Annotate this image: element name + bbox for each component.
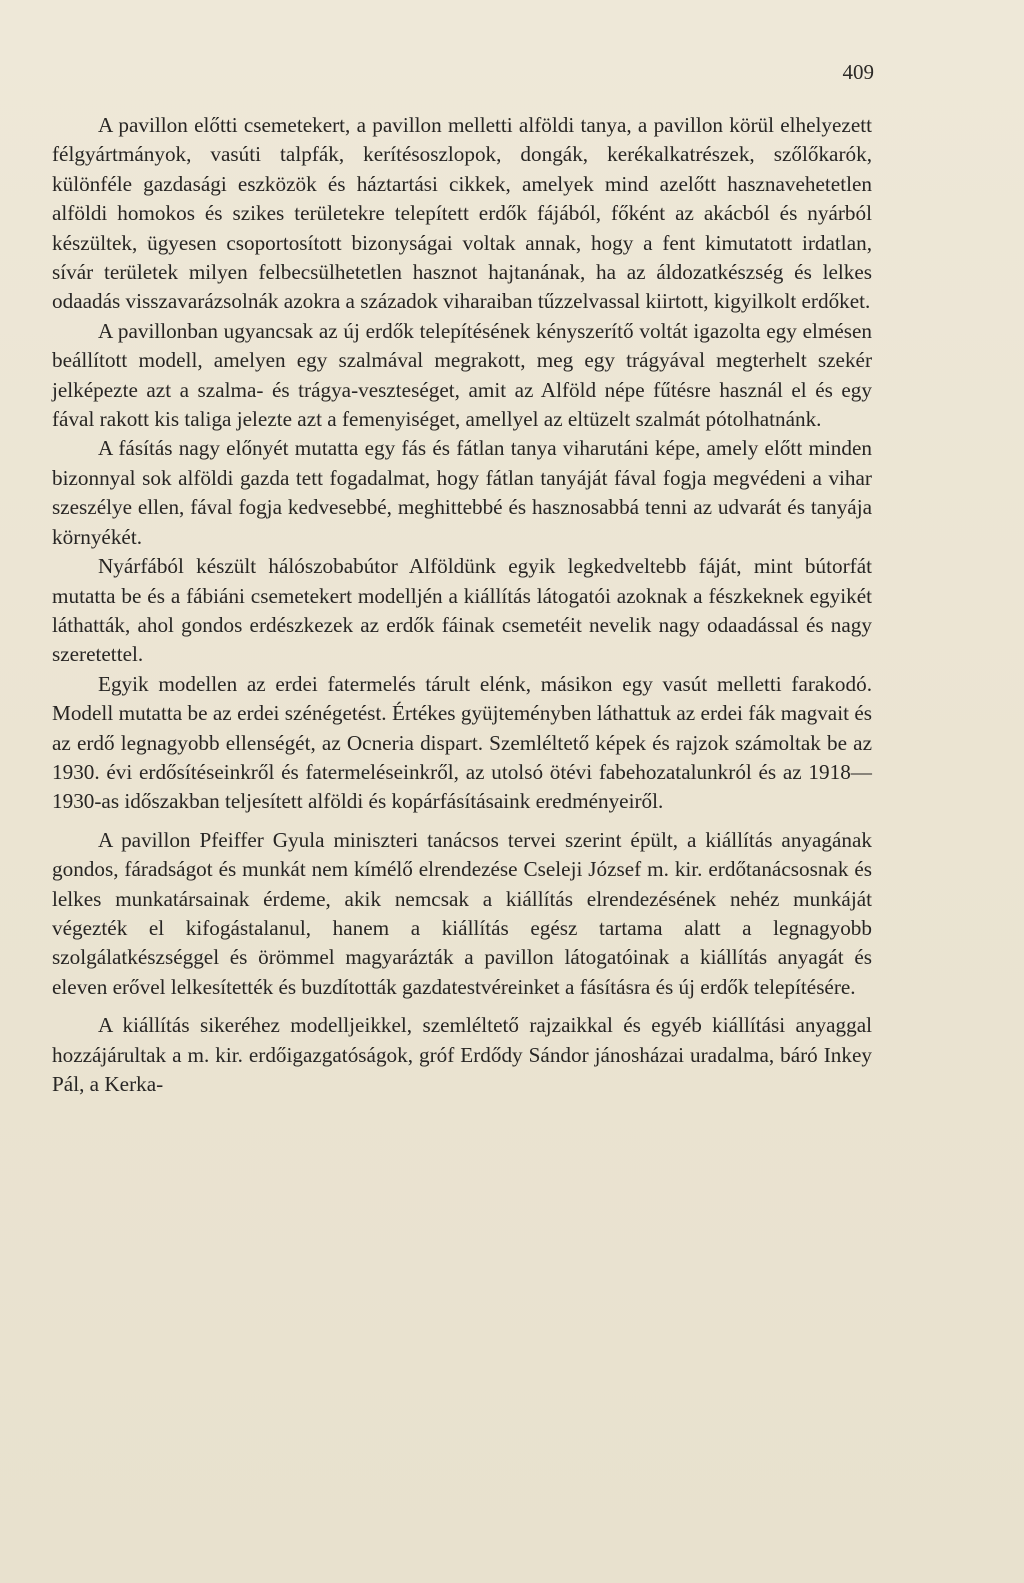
page-number: 409	[842, 60, 874, 84]
paragraph-3: A fásítás nagy előnyét mutatta egy fás és fátlan tanya viharutáni képe, amely előtt minden bizonnyal sok alföldi gazda tett fogadalmat, hogy fátlan tanyáját fával fogja megvédeni a vihar szeszélye ellen, fával fogja kedvesebbé, meghittebbé és hasznosabbá tenni az udvarát és tanyája környékét.	[52, 436, 872, 549]
paragraph-2: A pavillonban ugyancsak az új erdők telepítésének kényszerítő voltát igazolta egy elmésen beállított modell, amelyen egy szalmával megrakott, meg egy trágyával megterhelt szekér jelképezte azt a szalma- és trágya-veszteséget, amit az Alföld népe fűtésre használ el és egy fával rakott kis taliga jelezte azt a femenyiséget, amellyel az eltüzelt szalmát pótolhatnánk.	[52, 318, 872, 432]
body-text	[52, 111, 872, 1099]
paragraph-4: Nyárfából készült hálószobabútor Alföldünk egyik legkedveltebb fáját, mint bútorfát mutatta be és a fábiáni csemetekert modelljén a kiállítás látogatói azoknak a fészkeknek egyikét láthatták, ahol gondos erdészkezek az erdők fáinak csemetéit nevelik nagy odaadással és nagy szeretettel.	[52, 554, 872, 667]
paragraph-5: Egyik modellen az erdei fatermelés tárult elénk, másikon egy vasút melletti farakodó. Modell mutatta be az erdei szénégetést. Értékes gyüjteményben láthattuk az erdei fák magvait és az erdő legnagyobb ellenségét, az Ocneria dispart. Szemléltető képek és rajzok számoltak be az 1930. évi erdősítéseinkről és fatermeléseinkről, az utolsó ötévi fabehozatalunkról és az 1918—1930-as időszakban teljesített alföldi és kopárfásításaink eredményeiről.	[52, 671, 872, 814]
paragraph-7: A kiállítás sikeréhez modelljeikkel, szemléltető rajzaikkal és egyéb kiállítási anyaggal hozzájárultak a m. kir. erdőigazgatóságok, gróf Erdődy Sándor jánosházai uradalma, báró Inkey Pál, a Kerka-	[52, 1013, 872, 1096]
paragraph-6: A pavillon Pfeiffer Gyula miniszteri tanácsos tervei szerint épült, a kiállítás anyagának gondos, fáradságot és munkát nem kímélő elrendezése Cseleji József m. kir. erdőtanácsosnak és lelkes munkatársainak érdeme, akik nemcsak a kiállítás elrendezésének nehéz munkáját végezték el kifogástalanul, hanem a kiállítás egész tartama alatt a legnagyobb szolgálatkészséggel és örömmel magyarázták a pavillon látogatóinak a kiállítás anyagát és eleven erővel lelkesítették és buzdították gazdatestvéreinket a fásításra és új erdők telepítésére.	[52, 827, 872, 999]
paragraph-1: A pavillon előtti csemetekert, a pavillon melletti alföldi tanya, a pavillon körül elhelyezett félgyártmányok, vasúti talpfák, kerítésoszlopok, dongák, kerékalkatrészek, szőlőkarók, különféle gazdasági eszközök és háztartási cikkek, amelyek mind azelőtt hasznavehetetlen alföldi homokos és szikes területekre telepített erdők fájából, főként az akácból és nyárból készültek, ügyesen csoportosított bizonyságai voltak annak, hogy a fent kimutatott irdatlan, sívár területek milyen felbecsülhetetlen hasznot hajtanának, ha az áldozatkészség és lelkes odaadás visszavarázsolnák azokra a századok viharaiban tűzzelvassal kiirtott, kigyilkolt erdőket.	[52, 113, 872, 314]
